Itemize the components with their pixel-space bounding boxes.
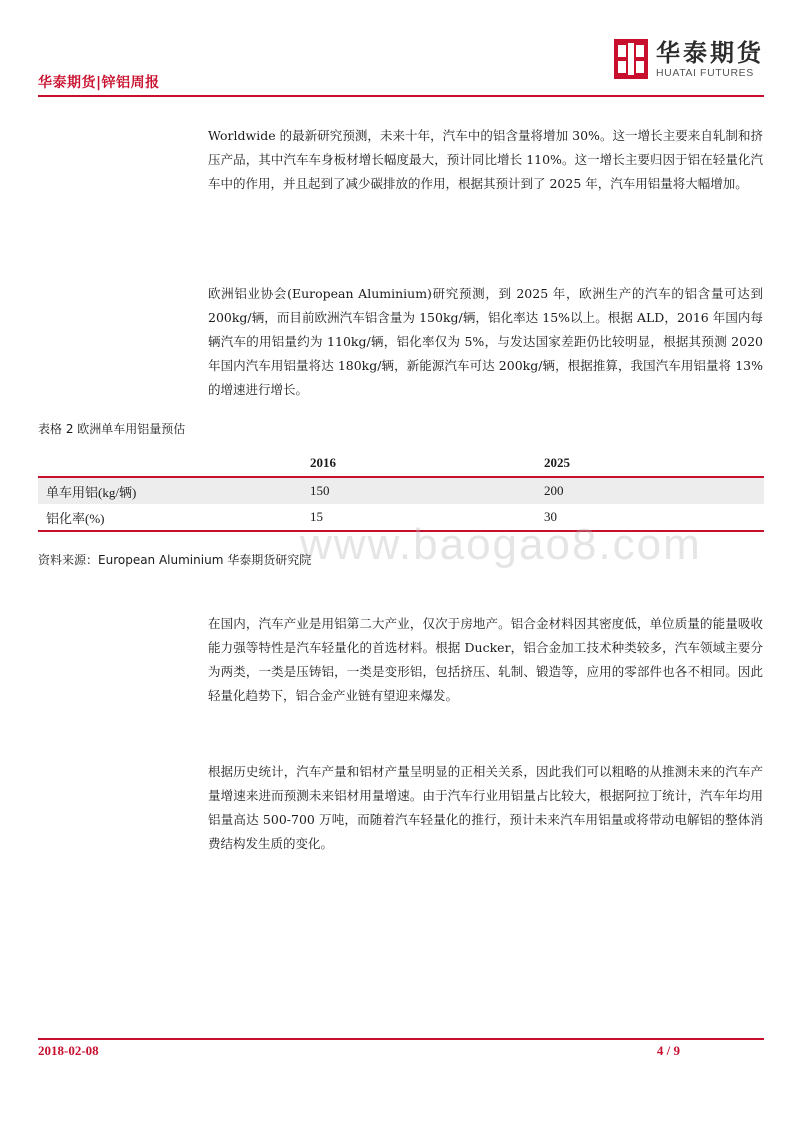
company-logo: [614, 34, 764, 84]
table-caption: 表格 2 欧洲单车用铝量预估: [38, 422, 186, 436]
table-cell: 15: [310, 504, 544, 531]
report-title: 华泰期货|锌铝周报: [38, 75, 160, 91]
table-cell: 单车用铝(kg/辆): [38, 477, 310, 504]
table-row: [38, 477, 764, 504]
table-header-cell: 2025: [544, 450, 764, 477]
table-header-row: [38, 450, 764, 477]
table-header-cell: [38, 450, 310, 477]
table-cell: 铝化率(%): [38, 504, 310, 531]
page-header: [38, 0, 764, 100]
page-number: 4 / 9: [656, 1043, 680, 1058]
paragraph-worldwide: Worldwide 的最新研究预测，未来十年，汽车中的铝含量将增加 30%。这一增长主要来自轧制和挤压产品，其中汽车车身板材增长幅度最大，预计同比增长 110%。这一增长主要归因于铝在轻量化汽车中的作用，并且起到了减少碳排放的作用，根据其预计到了 2025 年，汽车用铝量将大幅增加。: [208, 128, 763, 191]
footer-date: 2018-02-08: [38, 1043, 99, 1058]
footer-divider: [38, 1038, 764, 1040]
table-source: 资料来源：European Aluminium 华泰期货研究院: [38, 553, 312, 567]
table-cell: 150: [310, 477, 544, 504]
logo-chinese-name: 华泰期货: [656, 39, 764, 67]
logo-english-name: HUATAI FUTURES: [656, 67, 754, 79]
table-cell: 200: [544, 477, 764, 504]
huatai-logo-icon: [614, 39, 648, 79]
paragraph-domestic-industry: 在国内，汽车产业是用铝第二大产业，仅次于房地产。铝合金材料因其密度低，单位质量的能量吸收能力强等特性是汽车轻量化的首选材料。根据 Ducker，铝合金加工技术种类较多，汽车领域主要分为两类，一类是压铸铝，一类是变形铝，包括挤压、轧制、锻造等，应用的零部件也各不相同。因此轻量化趋势下，铝合金产业链有望迎来爆发。: [208, 616, 763, 703]
table-header-cell: 2016: [310, 450, 544, 477]
table-cell: 30: [544, 504, 764, 531]
watermark: www.baogao8.com: [300, 520, 702, 569]
paragraph-european-aluminium: 欧洲铝业协会(European Aluminium)研究预测，到 2025 年，欧洲生产的汽车的铝含量可达到 200kg/辆，而目前欧洲汽车铝含量为 150kg/辆，铝化率达 15%以上。根据 ALD，2016 年国内每辆汽车的用铝量约为 110kg/辆，铝化率仅为 5%，与发达国家差距仍比较明显，根据其预测 2020 年国内汽车用铝量将达 180kg/辆，新能源汽车可达 200kg/辆，根据推算，我国汽车用铝量将 13%的增速进行增长。: [208, 286, 763, 397]
paragraph-historical-stats: 根据历史统计，汽车产量和铝材产量呈明显的正相关关系，因此我们可以粗略的从推测未来的汽车产量增速来进而预测未来铝材用量增速。由于汽车行业用铝量占比较大，根据阿拉丁统计，汽车年均用铝量高达 500-700 万吨，而随着汽车轻量化的推行，预计未来汽车用铝量或将带动电解铝的整体消费结构发生质的变化。: [208, 764, 763, 851]
header-divider: [38, 95, 764, 97]
